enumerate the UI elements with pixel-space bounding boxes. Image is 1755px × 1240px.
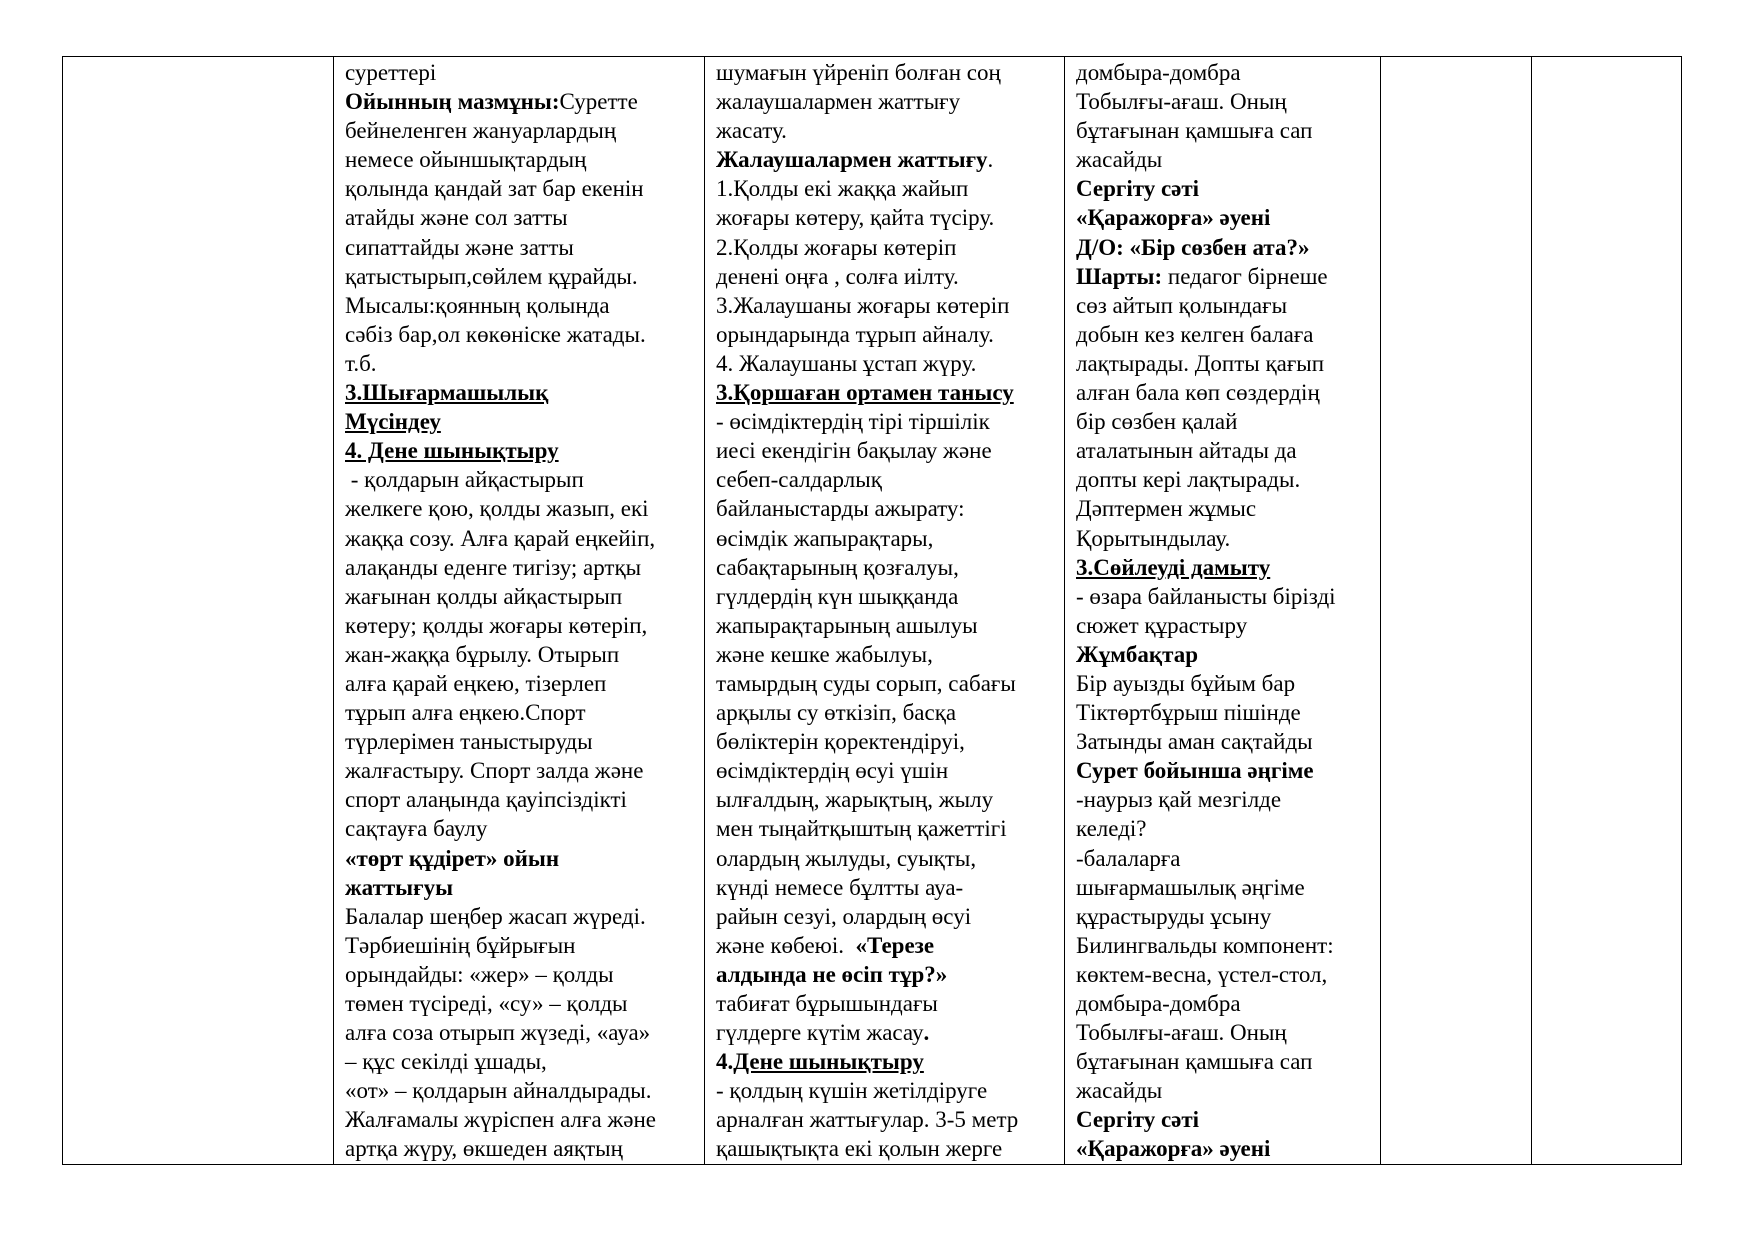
col2-section-heading: 3.Қоршаған ортамен танысу	[716, 380, 1014, 406]
col3-bold-heading: Сергіту сәті	[1076, 176, 1200, 202]
col2-line: 4. Жалаушаны ұстап жүру.	[716, 350, 977, 376]
col1-line: сақтауға баулу	[345, 816, 488, 842]
col2-inline-text: .	[987, 147, 994, 173]
col2-line: және кешке жабылуы,	[716, 641, 933, 667]
col1-line	[345, 87, 696, 116]
col3-bold-heading: Сурет бойынша әңгіме	[1076, 758, 1314, 784]
col3-line: Дәптермен жұмыс	[1076, 496, 1257, 522]
col2-line: арналған жаттығулар. 3-5 метр	[716, 1107, 1019, 1133]
col3-line: -балаларға	[1076, 845, 1181, 871]
col1-line: жағынан қолды айқастырып	[345, 583, 623, 609]
col3-line: жасайды	[1076, 1078, 1163, 1104]
col2-line: сабақтарының қозғалуы,	[716, 554, 959, 580]
col1-section-heading: Мүсіндеу	[345, 409, 441, 435]
col2-line: ылғалдың, жарықтың, жылу	[716, 787, 994, 813]
col1-bold-heading: жаттығуы	[345, 874, 454, 900]
col1-line: Балалар шеңбер жасап жүреді.	[345, 903, 646, 929]
col2-line: байланыстарды ажырату:	[716, 496, 965, 522]
col2-line: жапырақтарының ашылуы	[716, 612, 978, 638]
col1-line: жаққа созу. Алға қарай еңкейіп,	[345, 525, 656, 551]
col1-line: алға қарай еңкею, тізерлеп	[345, 670, 607, 696]
col2-line: өсімдік жапырақтары,	[716, 525, 934, 551]
col2-line	[716, 1047, 1056, 1076]
col2-bold-heading: Жалаушалармен жаттығу	[716, 147, 988, 173]
col3-bold-heading: «Қаражорға» әуені	[1076, 205, 1271, 231]
col2-line	[716, 1018, 1056, 1047]
col2-line: себеп-салдарлық	[716, 467, 882, 493]
col3-line: бұтағынан қамшыға сап	[1076, 118, 1313, 144]
col1-section-heading: 4. Дене шынықтыру	[345, 438, 559, 464]
col2-line: жасату.	[716, 118, 787, 144]
col2-line: табиғат бұрышындағы	[716, 991, 938, 1016]
table-cell-col1	[334, 57, 705, 1165]
col3-line: келеді?	[1076, 816, 1147, 842]
col3-line: аталатынын айтады да	[1076, 438, 1297, 464]
col3-line: Қорытындылау.	[1076, 525, 1231, 551]
col3-line: бұтағынан қамшыға сап	[1076, 1049, 1313, 1075]
table-row	[63, 57, 1682, 1165]
col3-bold-heading: «Қаражорға» әуені	[1076, 1136, 1271, 1162]
col3-inline-text: педагог бірнеше	[1162, 263, 1328, 289]
col3-line: алған бала көп сөздердің	[1076, 380, 1320, 406]
col2-bold-heading: алдында не өсіп тұр?»	[716, 961, 948, 987]
col1-line: т.б.	[345, 350, 377, 376]
col3-bold-heading: Сергіту сәті	[1076, 1107, 1200, 1133]
col2-line: өсімдіктердің өсуі үшін	[716, 758, 949, 784]
col3-line: лақтырады. Допты қағып	[1076, 350, 1325, 376]
col1-line: сәбіз бар,ол көкөніске жатады.	[345, 321, 646, 347]
col3-line: Бір ауызды бұйым бар	[1076, 670, 1296, 696]
col3-line: сюжет құрастыру	[1076, 612, 1248, 638]
col3-line: сөз айтып қолындағы	[1076, 292, 1288, 318]
col2-line: иесі екендігін бақылау және	[716, 438, 992, 464]
col1-line: бейнеленген жануарлардың	[345, 118, 617, 144]
col3-bold-heading: Д/О: «Бір сөзбен ата?»	[1076, 234, 1310, 260]
col1-inline-text: Суретте	[559, 89, 638, 115]
col3-line: жасайды	[1076, 147, 1163, 173]
col2-line: күнді немесе бұлтты ауа-	[716, 874, 964, 900]
col1-line: «от» – қолдарын айналдырады.	[345, 1078, 652, 1104]
col2-line: 1.Қолды екі жаққа жайып	[716, 176, 969, 202]
col1-bold-heading: Ойынның мазмұны:	[345, 89, 560, 115]
col1-bold-heading: «төрт құдірет» ойын	[345, 845, 560, 871]
col3-line: құрастыруды ұсыну	[1076, 903, 1272, 929]
col1-line: спорт алаңында қауіпсіздікті	[345, 787, 627, 813]
col3-line: бір сөзбен қалай	[1076, 409, 1238, 435]
col1-line: жалғастыру. Спорт залда және	[345, 758, 644, 784]
col1-line: артқа жүру, өкшеден аяқтың	[345, 1136, 623, 1162]
col2-line: бөліктерін қоректендіруі,	[716, 729, 965, 755]
table-cell-empty-3	[1532, 57, 1682, 1165]
plan-table	[62, 56, 1682, 1165]
col3-line: домбыра-домбра	[1076, 991, 1241, 1016]
col1-line: алға соза отырып жүзеді, «ауа»	[345, 1020, 651, 1046]
col2-bold-period: .	[923, 1020, 930, 1046]
col1-section-heading: 3.Шығармашылық	[345, 380, 549, 406]
col2-line: тамырдың суды сорып, сабағы	[716, 670, 1016, 696]
col1-line: желкеге қою, қолды жазып, екі	[345, 496, 649, 522]
col2-line: райын сезуі, олардың өсуі	[716, 903, 972, 929]
col2-line: мен тыңайтқыштың қажеттігі	[716, 816, 1007, 842]
col1-line: суреттері	[345, 60, 437, 85]
table-cell-col3	[1065, 57, 1381, 1165]
col1-line: төмен түсіреді, «су» – қолды	[345, 991, 628, 1016]
col1-line: – құс секілді ұшады,	[345, 1049, 547, 1075]
col2-text	[705, 57, 1064, 1164]
col1-line: немесе ойыншықтардың	[345, 147, 587, 173]
col3-line: допты кері лақтырады.	[1076, 467, 1301, 493]
col2-line: 2.Қолды жоғары көтеріп	[716, 234, 957, 260]
col2-line: - өсімдіктердің тірі тіршілік	[716, 409, 990, 435]
col1-line: сипаттайды және затты	[345, 234, 574, 260]
col3-line: домбыра-домбра	[1076, 60, 1241, 85]
col2-line: шумағын үйреніп болған соң	[716, 60, 1001, 85]
col1-line: атайды және сол затты	[345, 205, 568, 231]
col1-line: тұрып алға еңкею.Спорт	[345, 700, 586, 726]
table-cell-empty-1	[63, 57, 334, 1165]
col3-line: Тобылғы-ағаш. Оның	[1076, 1020, 1287, 1046]
col3-line	[1076, 262, 1372, 291]
col3-line: Тіктөртбұрыш пішінде	[1076, 700, 1301, 726]
col2-line: орындарында тұрып айналу.	[716, 321, 994, 347]
col1-line: қолында қандай зат бар екенін	[345, 176, 644, 202]
col2-line: қашықтықта екі қолын жерге	[716, 1136, 1003, 1162]
col1-line: алақанды еденге тигізу; артқы	[345, 554, 642, 580]
col2-line: денені оңға , солға иілту.	[716, 263, 959, 289]
col2-line: олардың жылуды, суықты,	[716, 845, 977, 871]
col1-line: Тәрбиешінің бұйрығын	[345, 932, 576, 958]
col1-line: Жалғамалы жүріспен алға және	[345, 1107, 657, 1133]
col2-line: - қолдың күшін жетілдіруге	[716, 1078, 988, 1104]
col3-section-heading: 3.Сөйлеуді дамыту	[1076, 554, 1271, 580]
col2-line	[716, 145, 1056, 174]
col3-text	[1065, 57, 1380, 1164]
col3-bold-heading: Шарты:	[1076, 263, 1163, 289]
col2-line: жалаушалармен жаттығу	[716, 89, 961, 115]
col1-line: орындайды: «жер» – қолды	[345, 961, 614, 987]
col3-line: көктем-весна, үстел-стол,	[1076, 961, 1328, 987]
col2-inline-text: және көбеюі.	[716, 932, 856, 958]
table-cell-col2	[705, 57, 1065, 1165]
table-cell-empty-2	[1381, 57, 1532, 1165]
col2-section-number: 4.	[716, 1049, 734, 1075]
col2-inline-text: гүлдерге күтім жасау	[716, 1020, 924, 1046]
col2-line: арқылы су өткізіп, басқа	[716, 700, 957, 726]
col3-line: шығармашылық әңгіме	[1076, 874, 1305, 900]
col1-line: - қолдарын айқастырып	[345, 467, 584, 493]
col3-line: - өзара байланысты бірізді	[1076, 583, 1336, 609]
col1-line: қатыстырып,сөйлем құрайды.	[345, 263, 638, 289]
col3-bold-heading: Жұмбақтар	[1076, 641, 1199, 667]
col3-line: Затынды аман сақтайды	[1076, 729, 1313, 755]
col2-line: 3.Жалаушаны жоғары көтеріп	[716, 292, 1010, 318]
col2-line	[716, 931, 1056, 960]
col1-line: жан-жаққа бұрылу. Отырып	[345, 641, 620, 667]
col3-line: -наурыз қай мезгілде	[1076, 787, 1282, 813]
col3-line: Тобылғы-ағаш. Оның	[1076, 89, 1287, 115]
col1-line: Мысалы:қоянның қолында	[345, 292, 610, 318]
col2-section-heading: Дене шынықтыру	[733, 1049, 924, 1075]
col1-text	[334, 57, 704, 1164]
col2-line: жоғары көтеру, қайта түсіру.	[716, 205, 995, 231]
col3-line: добын кез келген балаға	[1076, 321, 1314, 347]
col1-line: түрлерімен таныстыруды	[345, 729, 593, 755]
col2-bold-heading: «Терезе	[855, 932, 935, 958]
col2-line: гүлдердің күн шыққанда	[716, 583, 959, 609]
col3-line: Билингвальды компонент:	[1076, 932, 1334, 958]
col1-line: көтеру; қолды жоғары көтеріп,	[345, 612, 648, 638]
